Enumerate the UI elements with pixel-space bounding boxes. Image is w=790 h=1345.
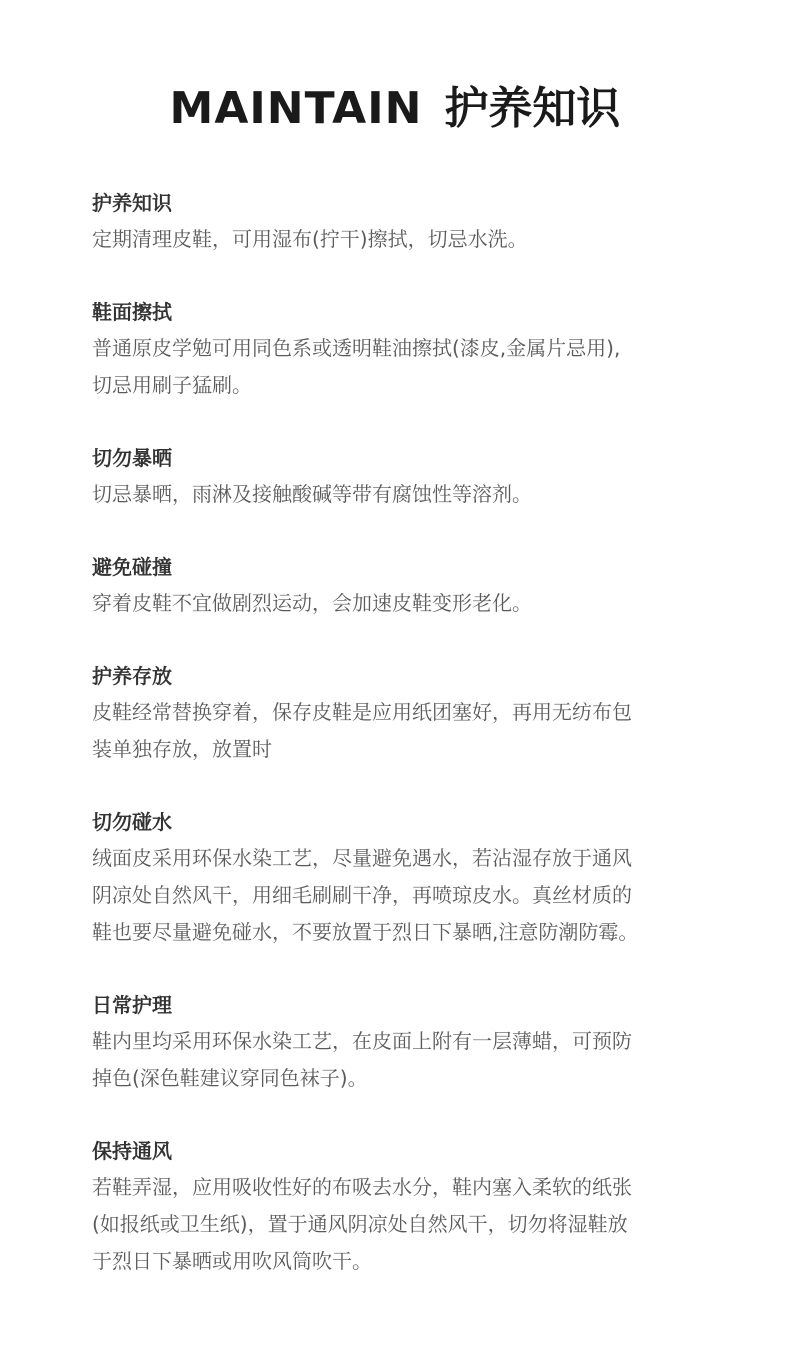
section-body — [92, 330, 712, 404]
section-body — [92, 1023, 712, 1097]
section-body-line: 鞋也要尽量避免碰水，不要放置于烈日下暴晒,注意防潮防霉。 — [92, 920, 639, 944]
section-body — [92, 476, 712, 513]
section-heading: 避免碰撞 — [92, 555, 172, 579]
section-body-line: (如报纸或卫生纸)，置于通风阴凉处自然风干，切勿将湿鞋放 — [92, 1212, 628, 1236]
section-body-line: 于烈日下暴晒或用吹风筒吹干。 — [92, 1249, 372, 1273]
page-title-english: MAINTAIN — [169, 83, 423, 135]
section-body-line: 切忌暴晒，雨淋及接触酸碱等带有腐蚀性等溶剂。 — [92, 482, 532, 506]
care-section — [92, 186, 712, 258]
section-heading: 日常护理 — [92, 993, 172, 1017]
section-heading: 保持通风 — [92, 1139, 172, 1163]
page-title — [0, 79, 790, 139]
section-body-line: 皮鞋经常替换穿着，保存皮鞋是应用纸团塞好，再用无纺布包 — [92, 700, 632, 724]
section-heading: 护养知识 — [92, 191, 172, 215]
section-body-line: 切忌用刷子猛刷。 — [92, 373, 252, 397]
section-body-line: 若鞋弄湿，应用吸收性好的布吸去水分，鞋内塞入柔软的纸张 — [92, 1175, 632, 1199]
page-title-chinese: 护养知识 — [444, 83, 621, 135]
care-section — [92, 988, 712, 1097]
section-body — [92, 840, 712, 951]
section-body-line: 装单独存放，放置时 — [92, 737, 272, 761]
section-body-line: 普通原皮学勉可用同色系或透明鞋油擦拭(漆皮,金属片忌用), — [92, 336, 621, 360]
section-heading: 切勿暴晒 — [92, 446, 172, 470]
care-section — [92, 659, 712, 768]
section-body-line: 定期清理皮鞋，可用湿布(拧干)擦拭，切忌水洗。 — [92, 227, 528, 251]
section-heading: 切勿碰水 — [92, 810, 172, 834]
care-section — [92, 550, 712, 622]
care-section — [92, 441, 712, 513]
section-body-line: 鞋内里均采用环保水染工艺，在皮面上附有一层薄蜡，可预防 — [92, 1029, 632, 1053]
section-body-line: 绒面皮采用环保水染工艺，尽量避免遇水，若沾湿存放于通风 — [92, 846, 632, 870]
section-body-line: 掉色(深色鞋建议穿同色袜子)。 — [92, 1066, 368, 1090]
care-section — [92, 1134, 712, 1280]
section-body-line: 穿着皮鞋不宜做剧烈运动，会加速皮鞋变形老化。 — [92, 591, 532, 615]
care-sections — [92, 186, 712, 1317]
care-section — [92, 295, 712, 404]
care-section — [92, 805, 712, 951]
section-body — [92, 585, 712, 622]
section-heading: 鞋面擦拭 — [92, 300, 172, 324]
section-body — [92, 694, 712, 768]
section-body — [92, 221, 712, 258]
section-body — [92, 1169, 712, 1280]
section-body-line: 阴凉处自然风干，用细毛刷刷干净，再喷琼皮水。真丝材质的 — [92, 883, 632, 907]
section-heading: 护养存放 — [92, 664, 172, 688]
